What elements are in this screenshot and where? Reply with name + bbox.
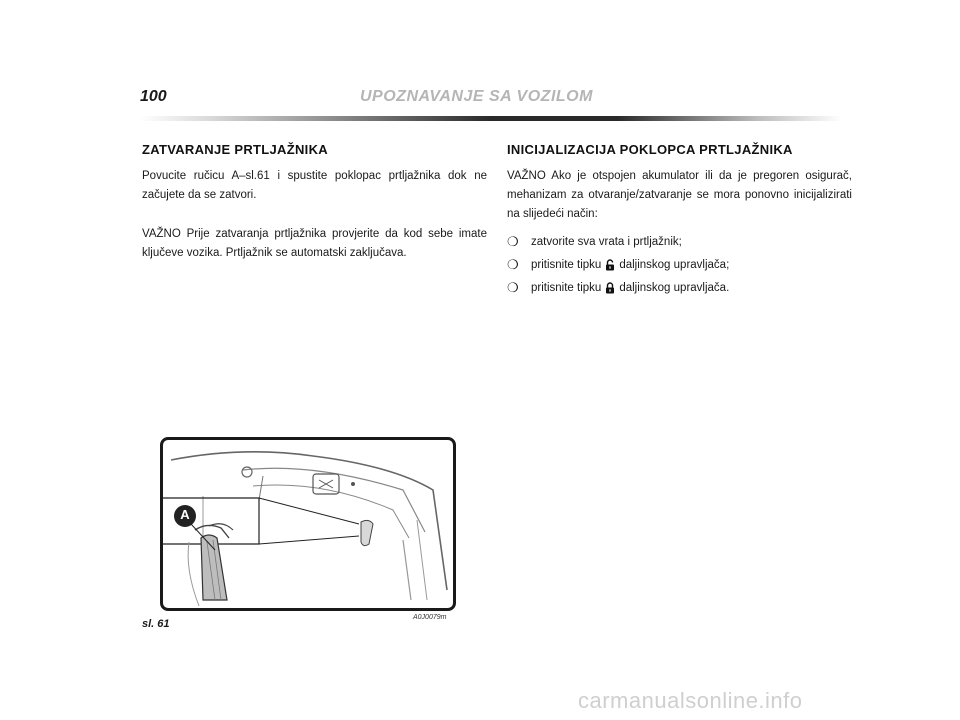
step-text-suffix: daljinskog upravljača. (619, 282, 730, 294)
figure-trunk-illustration (160, 437, 456, 611)
section-heading-initialization: INICIJALIZACIJA POKLOPCA PRTLJAŽNIKA (507, 142, 793, 157)
running-title: UPOZNAVANJE SA VOZILOM (360, 88, 593, 105)
callout-label-a: A (180, 507, 190, 522)
right-column (507, 138, 852, 301)
bullet-icon: ❍ (507, 280, 519, 295)
figure-caption: sl. 61 (142, 618, 170, 630)
list-item (507, 232, 852, 252)
step-text: zatvorite sva vrata i prtljažnik; (531, 236, 682, 248)
closing-warning-paragraph: VAŽNO Prije zatvaranja prtljažnika provjerite da kod sebe imate ključeve vozika. Prtljažnik se automatski zaključava. (142, 228, 487, 259)
initialization-paragraph: VAŽNO Ako je otspojen akumulator ili da je pregoren osigurač, mehanizam za otvaranje/zatvaranje se mora ponovno inicijalizirati na slijedeći način: (507, 170, 852, 220)
figure-code: A0J0079m (413, 614, 447, 621)
trunk-lid-drawing (163, 440, 453, 608)
step-text: pritisnite tipku (531, 259, 602, 271)
page-number: 100 (140, 88, 167, 105)
list-item (507, 278, 852, 298)
bullet-icon: ❍ (507, 257, 519, 272)
lock-icon (604, 282, 616, 294)
unlock-icon (604, 259, 616, 271)
bullet-icon: ❍ (507, 234, 519, 249)
header-rule (140, 116, 842, 121)
closing-paragraph: Povucite ručicu A–sl.61 i spustite poklopac prtljažnika dok ne začujete da se zatvori. (142, 170, 487, 201)
section-heading-closing: ZATVARANJE PRTLJAŽNIKA (142, 142, 328, 157)
left-column (142, 138, 487, 283)
watermark: carmanualsonline.info (578, 688, 803, 713)
step-text-suffix: daljinskog upravljača; (619, 259, 730, 271)
initialization-steps (507, 232, 852, 298)
step-text: pritisnite tipku (531, 282, 602, 294)
list-item (507, 255, 852, 275)
